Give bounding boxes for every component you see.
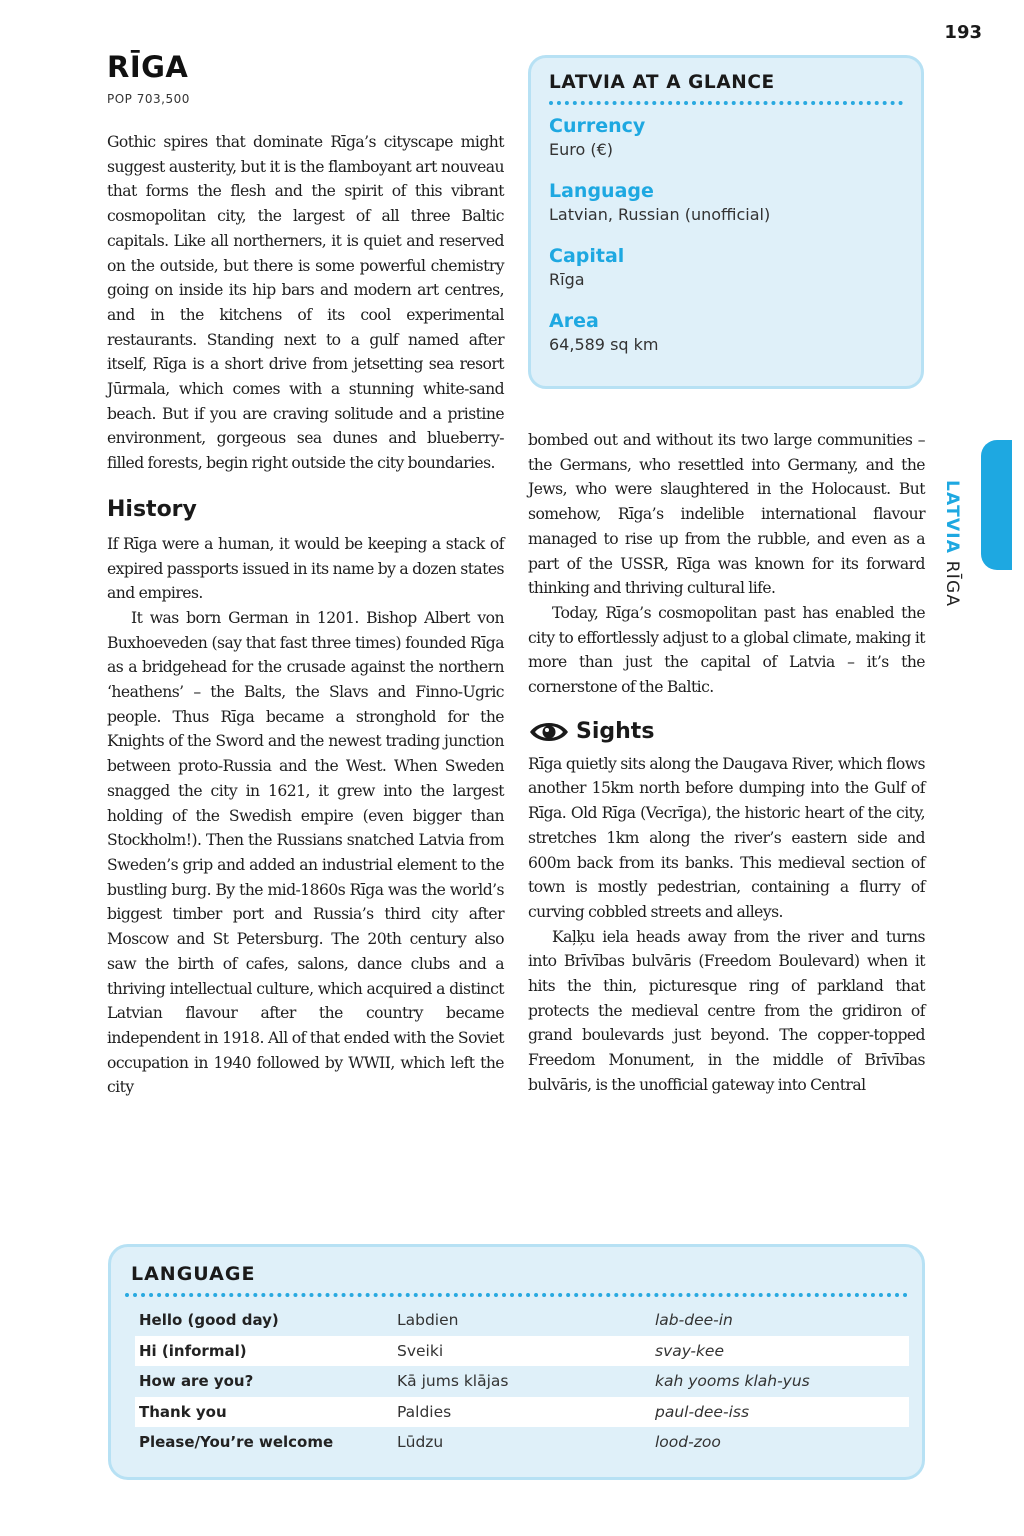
table-row <box>135 1305 909 1336</box>
sights-paragraph-1: Rīga quietly sits along the Daugava River, which flows another 15km north before dumping into the Gulf of Rīga. Old Rīga (Vecrīga), the historic heart of the city, stretches 1km along the river’s eastern side and 600m back from its banks. This medieval section of town is mostly pedestrian, containing a flurry of curving cobbled streets and alleys. <box>528 754 925 921</box>
sights-paragraph-2: Kaļķu iela heads away from the river and turns into Brīvības bulvāris (Freedom Boulevard) when it hits the thin, picturesque ring of parkland that protects the medieval centre from the gridiron of grand boulevards just beyond. The copper-topped Freedom Monument, in the middle of Brīvības bulvāris, is the unofficial gateway into Central <box>528 927 925 1094</box>
glance-label: Currency <box>549 115 646 137</box>
at-a-glance-box <box>528 55 924 389</box>
language-title: LANGUAGE <box>125 1263 908 1297</box>
table-row <box>135 1366 909 1397</box>
phrase-pronunciation: svay-kee <box>651 1336 909 1367</box>
phrase-english: How are you? <box>139 1372 254 1391</box>
page-title: RĪGA <box>107 50 189 84</box>
phrase-latvian: Kā jums klājas <box>397 1372 509 1391</box>
glance-value: Rīga <box>549 270 585 289</box>
phrase-pronunciation: lab-dee-in <box>655 1311 733 1330</box>
history-paragraph-2: It was born German in 1201. Bishop Albert von Buxhoeveden (say that fast three times) founded Rīga as a bridgehead for the crusade against the northern ‘heathens’ – the Balts, the Slavs and Finno-Ugric people. Thus Rīga became a stronghold for the Knights of the Sword and the newest trading junction between proto-Russia and the West. When Sweden snagged the city in 1621, it grew into the largest holding of the Swedish empire (even bigger than Stockholm!). Then the Russians snatched Latvia from Sweden’s grip and added an industrial element to the bustling burg. By the mid-1860s Rīga was the world’s biggest timber port and Russia’s third city after Moscow and St Petersburg. The 20th century also saw the birth of cafes, salons, dance clubs and a thriving intellectual culture, which acquired a distinct Latvian flavour after the country became independent in 1918. All of that ended with the Soviet occupation in 1940 followed by WWII, which left the city <box>107 608 504 1097</box>
phrase-latvian: Lūdzu <box>397 1433 444 1452</box>
history-paragraph-3: Today, Rīga’s cosmopolitan past has enabled the city to effortlessly adjust to a global climate, making it more than just the capital of Latvia – it’s the cornerstone of the Baltic. <box>528 603 925 697</box>
phrase-table <box>135 1305 909 1458</box>
language-box <box>108 1244 925 1480</box>
phrase-english: Hello (good day) <box>139 1311 279 1330</box>
intro-paragraph: Gothic spires that dominate Rīga’s cityscape might suggest austerity, but it is the flamboyant art nouveau that forms the flesh and the spirit of this vibrant cosmopolitan city, the largest of all three Baltic capitals. Like all northerners, it is quiet and reserved on the outside, but there is some powerful chemistry going on inside its hip bars and modern art centres, and in the kitchens of its cool experimental restaurants. Standing next to a gulf named after itself, Rīga is a short drive from jetsetting sea resort Jūrmala, which comes with a stunning white-sand beach. But if you are craving solitude and a pristine environment, gorgeous sea dunes and blueberry-filled forests, begin right outside the city boundaries. <box>107 133 504 473</box>
glance-item-area <box>549 308 903 356</box>
chapter-side-tab[interactable] <box>981 440 1012 570</box>
history-paragraph-2-continued: bombed out and without its two large communities – the Germans, who resettled into Germany, and the Jews, who were slaughtered in the Holocaust. But somehow, Rīga’s indelible international flavour managed to rise up from the rubble, and even as a part of the USSR, Rīga was known for its forward thinking and thriving cultural life. <box>528 431 925 598</box>
glance-label: Language <box>549 180 654 202</box>
phrase-english: Hi (informal) <box>135 1336 393 1367</box>
right-column <box>528 428 925 1098</box>
history-paragraph-1: If Rīga were a human, it would be keeping a stack of expired passports issued in its name by a dozen states and empires. <box>107 534 504 603</box>
phrase-pronunciation: lood-zoo <box>655 1433 721 1452</box>
left-column <box>107 130 504 1100</box>
glance-value: 64,589 sq km <box>549 335 659 354</box>
glance-item-language <box>549 178 903 226</box>
glance-item-capital <box>549 243 903 291</box>
phrase-english: Thank you <box>135 1397 393 1428</box>
phrase-latvian: Labdien <box>397 1311 459 1330</box>
table-row <box>135 1397 909 1428</box>
phrase-latvian: Paldies <box>393 1397 651 1428</box>
population: POP 703,500 <box>107 92 190 106</box>
table-row <box>135 1336 909 1367</box>
glance-label: Area <box>549 310 599 332</box>
side-label-country: LATVIA <box>942 480 962 555</box>
phrase-english: Please/You’re welcome <box>139 1433 334 1452</box>
side-label-city: RĪGA <box>942 560 962 608</box>
chapter-side-label <box>942 480 962 607</box>
glance-title: LATVIA AT A GLANCE <box>549 72 903 105</box>
phrase-latvian: Sveiki <box>393 1336 651 1367</box>
glance-value: Euro (€) <box>549 140 614 159</box>
glance-label: Capital <box>549 245 625 267</box>
phrase-pronunciation: kah yooms klah-yus <box>655 1372 810 1391</box>
phrase-pronunciation: paul-dee-iss <box>651 1397 909 1428</box>
history-heading: History <box>107 496 197 522</box>
table-row <box>135 1427 909 1458</box>
page-number: 193 <box>944 22 982 43</box>
sights-heading <box>528 718 925 746</box>
glance-value: Latvian, Russian (unofficial) <box>549 205 771 224</box>
glance-item-currency <box>549 113 903 161</box>
sights-heading-label: Sights <box>576 719 655 745</box>
eye-icon <box>528 718 570 746</box>
